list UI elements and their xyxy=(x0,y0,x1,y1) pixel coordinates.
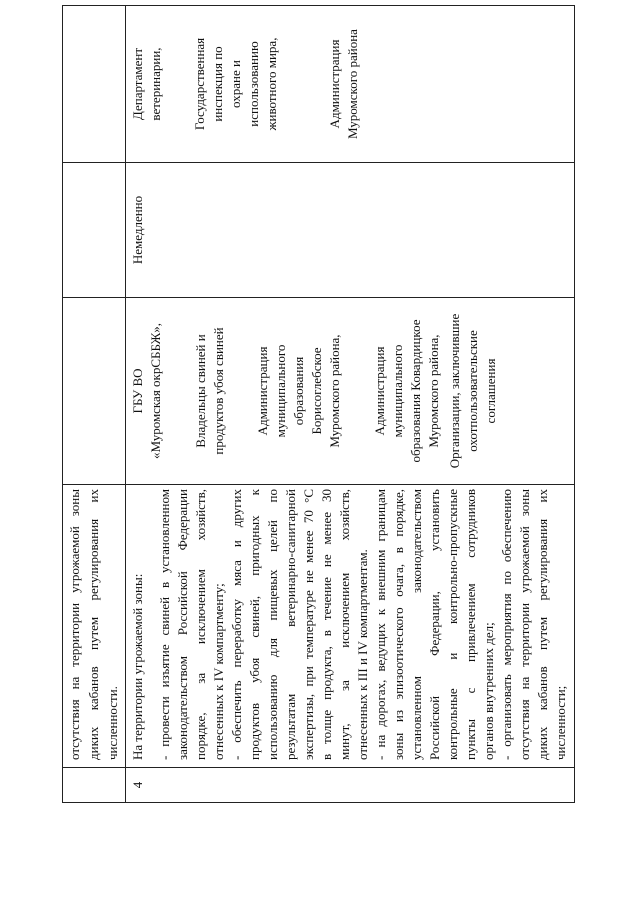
activity-line: На территории угрожаемой зоны: xyxy=(130,573,145,760)
executor-line: Администрация xyxy=(255,346,270,436)
executor-line: «Муромская окрСББЖ», xyxy=(148,322,163,460)
executor-line: ГБУ ВО xyxy=(130,368,145,414)
executor-line: Муромского района, xyxy=(327,334,342,448)
term-value: Немедленно xyxy=(130,195,145,265)
cell-number xyxy=(126,768,574,802)
executor-line: муниципального xyxy=(390,344,405,438)
activity-line: продуктов убоя свиней, пригодных к xyxy=(247,489,262,760)
activity-line: численности; xyxy=(553,685,568,760)
executor-line: Борисоглебское xyxy=(309,347,324,435)
table-row-4 xyxy=(125,5,575,803)
activity-line: в толще продукта, в течение не менее 30 xyxy=(319,489,334,760)
executor-line: Муромского района, xyxy=(426,334,441,448)
table-row-continuation xyxy=(62,5,126,803)
executor-line: охотпользовательские xyxy=(465,330,480,452)
activity-line: численности. xyxy=(105,686,120,760)
activity-line: органов внутренних дел; xyxy=(481,622,496,760)
responsible-line: ветеринарии, xyxy=(148,47,163,121)
activity-line: - обеспечить переработку мяса и других xyxy=(229,489,244,760)
executor-line: Организации, заключившие xyxy=(447,313,462,469)
executor-line: муниципального xyxy=(273,344,288,438)
activity-line: порядке, за исключением хозяйств, xyxy=(193,489,208,760)
activity-line: - провести изъятие свиней в установленном xyxy=(157,489,172,760)
activity-line: установленном законодательством xyxy=(409,489,424,760)
responsible-line: Государственная xyxy=(192,37,207,131)
cell-executors xyxy=(126,298,574,485)
row-number: 4 xyxy=(130,781,145,789)
activity-line: пункты с привлечением сотрудников xyxy=(463,489,478,760)
activity-line: отсутствия на территории угрожаемой зоны xyxy=(517,489,532,760)
activity-line: результатам ветеринарно-санитарной xyxy=(283,489,298,760)
activity-line: отнесенных к III и IV компартментам. xyxy=(355,549,370,760)
cell-term-empty xyxy=(63,163,126,298)
activity-line: законодательством Российской Федерации xyxy=(175,489,190,760)
executor-line: Владельцы свиней и xyxy=(193,334,208,448)
activity-line: диких кабанов путем регулирования их xyxy=(535,489,550,760)
activity-line: - на дорогах, ведущих к внешним границам xyxy=(373,489,388,760)
activity-line: зоны из эпизоотического очага, в порядке, xyxy=(391,489,406,760)
executor-line: продуктов убоя свиней xyxy=(211,327,226,455)
activity-line: минут, за исключением хозяйств, xyxy=(337,489,352,760)
activity-line: экспертизы, при температуре не менее 70 °C xyxy=(301,489,316,760)
responsible-line: Департамент xyxy=(130,47,145,121)
activity-line: Российской Федерации, установить xyxy=(427,489,442,760)
activity-line: использованию для пищевых целей по xyxy=(265,489,280,760)
executor-line: Администрация xyxy=(372,346,387,436)
activity-line: контрольные и контрольно-пропускные xyxy=(445,489,460,760)
executor-line: соглашения xyxy=(483,358,498,424)
responsible-line: животного мира, xyxy=(264,37,279,131)
responsible-line: Муромского района xyxy=(345,29,360,139)
cell-responsible xyxy=(126,6,574,163)
responsible-line: инспекция по xyxy=(210,46,225,122)
executor-line: образования xyxy=(291,356,306,426)
activity-line: - организовать мероприятия по обеспечению xyxy=(499,489,514,760)
cell-number-empty xyxy=(63,768,126,802)
activity-line: диких кабанов путем регулирования их xyxy=(86,489,101,760)
cell-responsible-empty xyxy=(63,6,126,163)
cell-activity xyxy=(126,485,574,768)
responsible-line: использованию xyxy=(246,41,261,127)
cell-activity-continuation xyxy=(63,485,126,768)
activity-line: отсутствия на территории угрожаемой зоны xyxy=(67,489,82,760)
executor-line: образования Ковардицкое xyxy=(408,319,423,463)
cell-term xyxy=(126,163,574,298)
responsible-line: охране и xyxy=(228,60,243,108)
responsible-line: Администрация xyxy=(327,39,342,129)
cell-executor-empty xyxy=(63,298,126,485)
activity-line: отнесенных к IV компартменту; xyxy=(211,583,226,760)
